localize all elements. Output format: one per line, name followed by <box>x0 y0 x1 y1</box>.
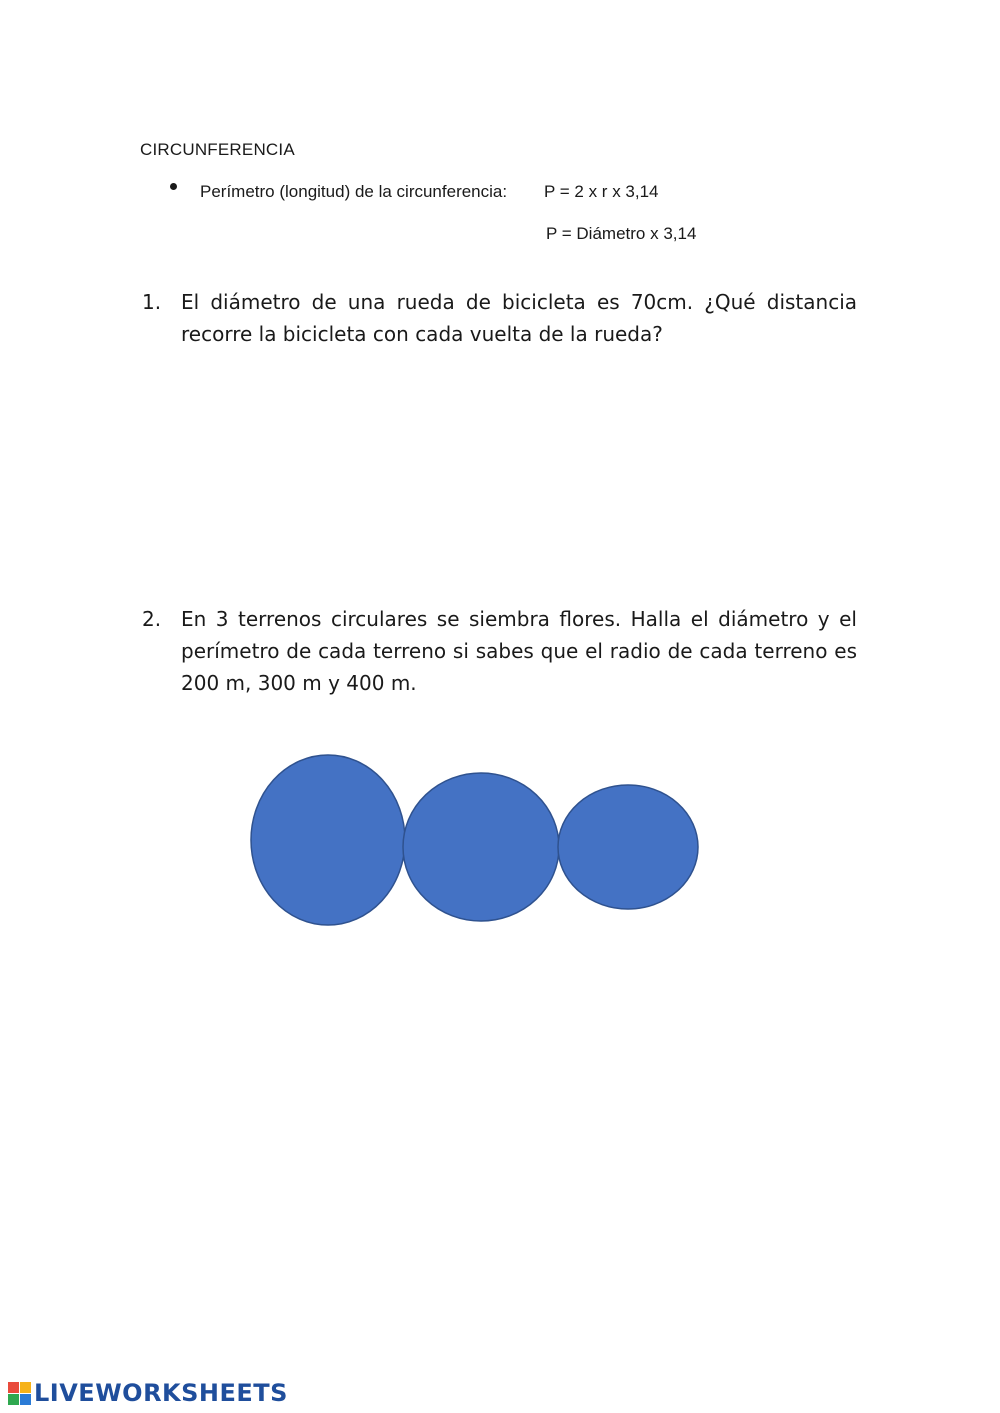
perimeter-formula-diameter: P = Diámetro x 3,14 <box>546 224 697 243</box>
footer-brand[interactable] <box>8 1379 288 1407</box>
field-circle-2 <box>403 773 559 921</box>
field-circle-3 <box>558 785 698 909</box>
liveworksheets-logo-icon <box>8 1382 31 1405</box>
worksheet-title: CIRCUNFERENCIA <box>140 140 295 159</box>
brand-name: LIVEWORKSHEETS <box>34 1379 288 1407</box>
question-2-text: En 3 terrenos circulares se siembra flores. Halla el diámetro y el perímetro de cada terreno si sabes que el radio de cada terreno es 200 m, 300 m y 400 m. <box>181 607 857 695</box>
perimeter-definition-label: Perímetro (longitud) de la circunferencia: <box>200 182 508 201</box>
bullet-icon <box>170 183 177 190</box>
field-circle-1 <box>251 755 405 925</box>
question-1-number: 1. <box>142 290 162 314</box>
question-1-text: El diámetro de una rueda de bicicleta es 70cm. ¿Qué distancia recorre la bicicleta con cada vuelta de la rueda? <box>181 290 857 346</box>
perimeter-formula-radius: P = 2 x r x 3,14 <box>544 182 659 201</box>
question-2-number: 2. <box>142 607 162 631</box>
